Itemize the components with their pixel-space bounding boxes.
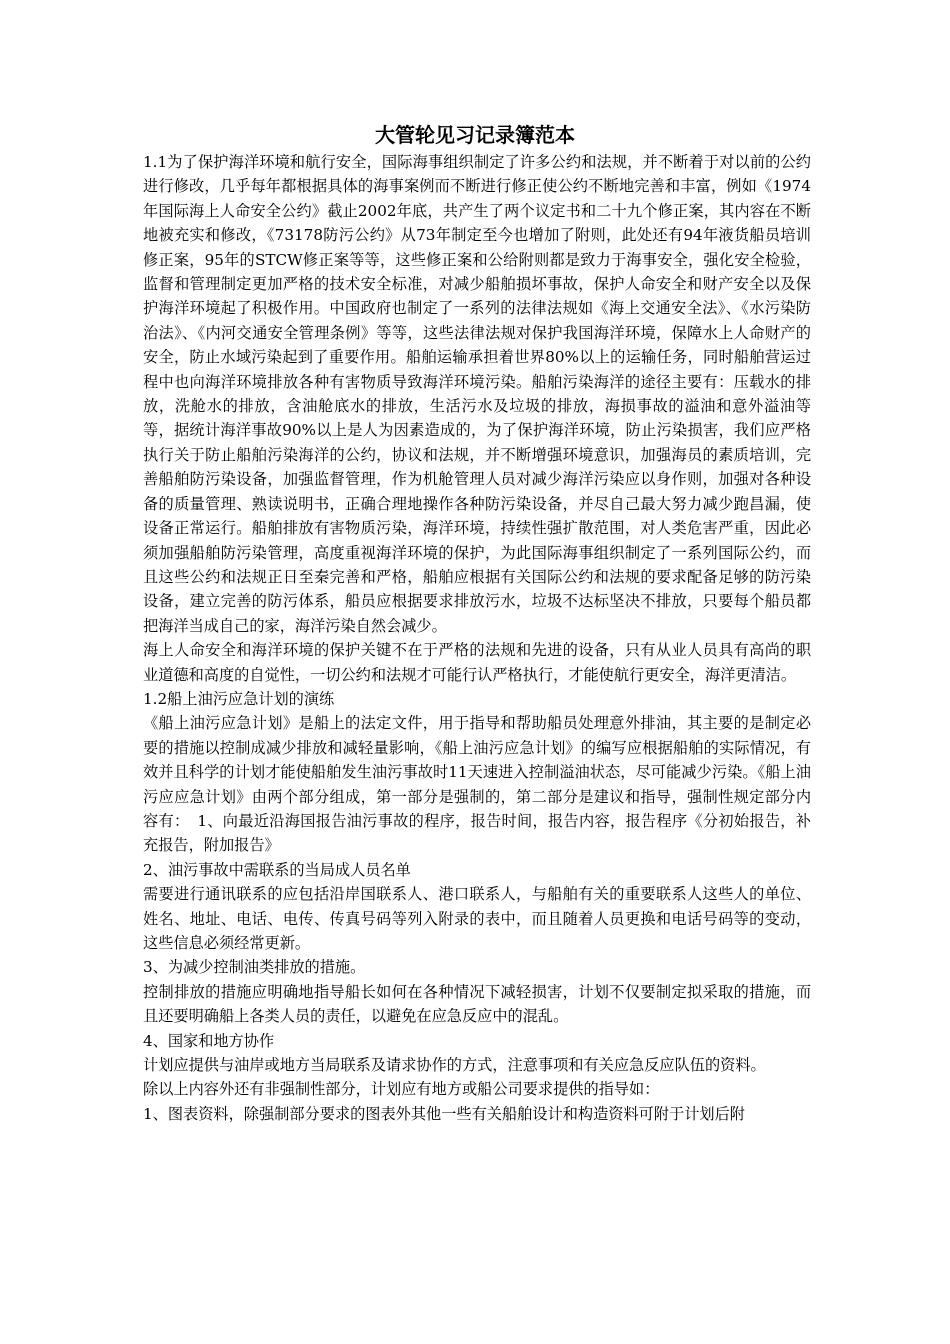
paragraph: 1.1为了保护海洋环境和航行安全，国际海事组织制定了许多公约和法规，并不断着于对以前的公约进行修改，几乎每年都根据具体的海事案例而不断进行修正使公约不断地完善和丰富，例如《1974年国际海上人命安全公约》截止2002年底，共产生了两个议定书和二十九个修正案，其内容在不断地被充实和修改，《73178防污公约》从73年制定至今也增加了附则，此处还有94年液货船员培训修正案，95年的STCW修正案等等，这些修正案和公给附则都是致力于海事安全，强化安全检验，监督和管理制定更加严格的技术安全标准，对减少船舶损坏事故，保护人命安全和财产安全以及保护海洋环境起了积极作用。中国政府也制定了一系列的法律法规如《海上交通安全法》、《水污染防治法》、《内河交通安全管理条例》等等，这些法律法规对保护我国海洋环境，保障水上人命财产的安全，防止水域污染起到了重要作用。船舶运输承担着世界80%以上的运输任务，同时船舶营运过程中也向海洋环境排放各种有害物质导致海洋环境污染。船舶污染海洋的途径主要有：压载水的排放，洗舱水的排放，含油舱底水的排放，生活污水及垃圾的排放，海损事故的溢油和意外溢油等等，据统计海洋事故90%以上是人为因素造成的，为了保护海洋环境，防止污染损害，我们应严格执行关于防止船舶污染海洋的公约，协议和法规，并不断增强环境意识，加强海员的素质培训，完善船舶防污染设备，加强监督管理，作为机舱管理人员对减少海洋污染应以身作则，加强对各种设备的质量管理、熟读说明书，正确合理地操作各种防污染设备，并尽自己最大努力减少跑昌漏，使设备正常运行。船舶排放有害物质污染，海洋环境，持续性强扩散范围，对人类危害严重，因此必须加强船舶防污染管理，高度重视海洋环境的保护，为此国际海事组织制定了一系列国际公约，而且这些公约和法规正日至秦完善和严格，船舶应根据有关国际公约和法规的要求配备足够的防污染设备，建立完善的防污体系，船员应根据要求排放污水，垃圾不达标坚决不排放，只要每个船员都把海洋当成自己的家，海洋污染自然会减少。	[143, 153, 811, 635]
paragraph: 《船上油污应急计划》是船上的法定文件，用于指导和帮助船员处理意外排油，其主要的是制定必要的措施以控制成减少排放和减轻量影响，《船上油污应急计划》的编写应根据船舶的实际情况，有效并且科学的计划才能使船舶发生油污事故时11天速进入控制溢油状态，尽可能减少污染。《船上油污应应急计划》由两个部分组成，第一部分是强制的，第二部分是建议和指导，强制性规定部分内容有： 1、向最近沿海国报告油污事故的程序，报告时间，报告内容，报告程序《分初始报告，补充报告，附加报告》	[143, 714, 811, 855]
paragraph: 控制排放的措施应明确地指导船长如何在各种情况下减轻损害，计划不仅要制定拟采取的措施，而且还要明确船上各类人员的责任，以避免在应急反应中的混乱。	[143, 982, 811, 1026]
list-heading: 3、为减少控制油类排放的措施。	[143, 958, 366, 977]
paragraph: 计划应提供与油岸或地方当局联系及请求协作的方式，注意事项和有关应急反应队伍的资料。	[143, 1056, 766, 1075]
list-heading: 2、油污事故中需联系的当局成人员名单	[143, 860, 411, 879]
section-heading: 1.2船上油污应急计划的演练	[143, 689, 335, 708]
paragraph: 需要进行通讯联系的应包括沿岸国联系人、港口联系人，与船舶有关的重要联系人这些人的单位、姓名、地址、电话、电传、传真号码等列入附录的表中，而且随着人员更换和电话号码等的变动，这些信息必须经常更新。	[143, 885, 811, 952]
document-body	[143, 150, 811, 1126]
paragraph: 1、图表资料，除强制部分要求的图表外其他一些有关船舶设计和构造资料可附于计划后附	[143, 1104, 745, 1123]
paragraph: 海上人命安全和海洋环境的保护关键不在于严格的法规和先进的设备，只有从业人员具有高尚的职业道德和高度的自觉性，一切公约和法规才可能行认严格执行，才能使航行更安全，海洋更清洁。	[143, 641, 811, 684]
list-heading: 4、国家和地方协作	[143, 1031, 275, 1050]
paragraph: 除以上内容外还有非强制性部分，计划应有地方或船公司要求提供的指导如：	[143, 1080, 660, 1099]
document-title: 大管轮见习记录簿范本	[375, 123, 575, 147]
